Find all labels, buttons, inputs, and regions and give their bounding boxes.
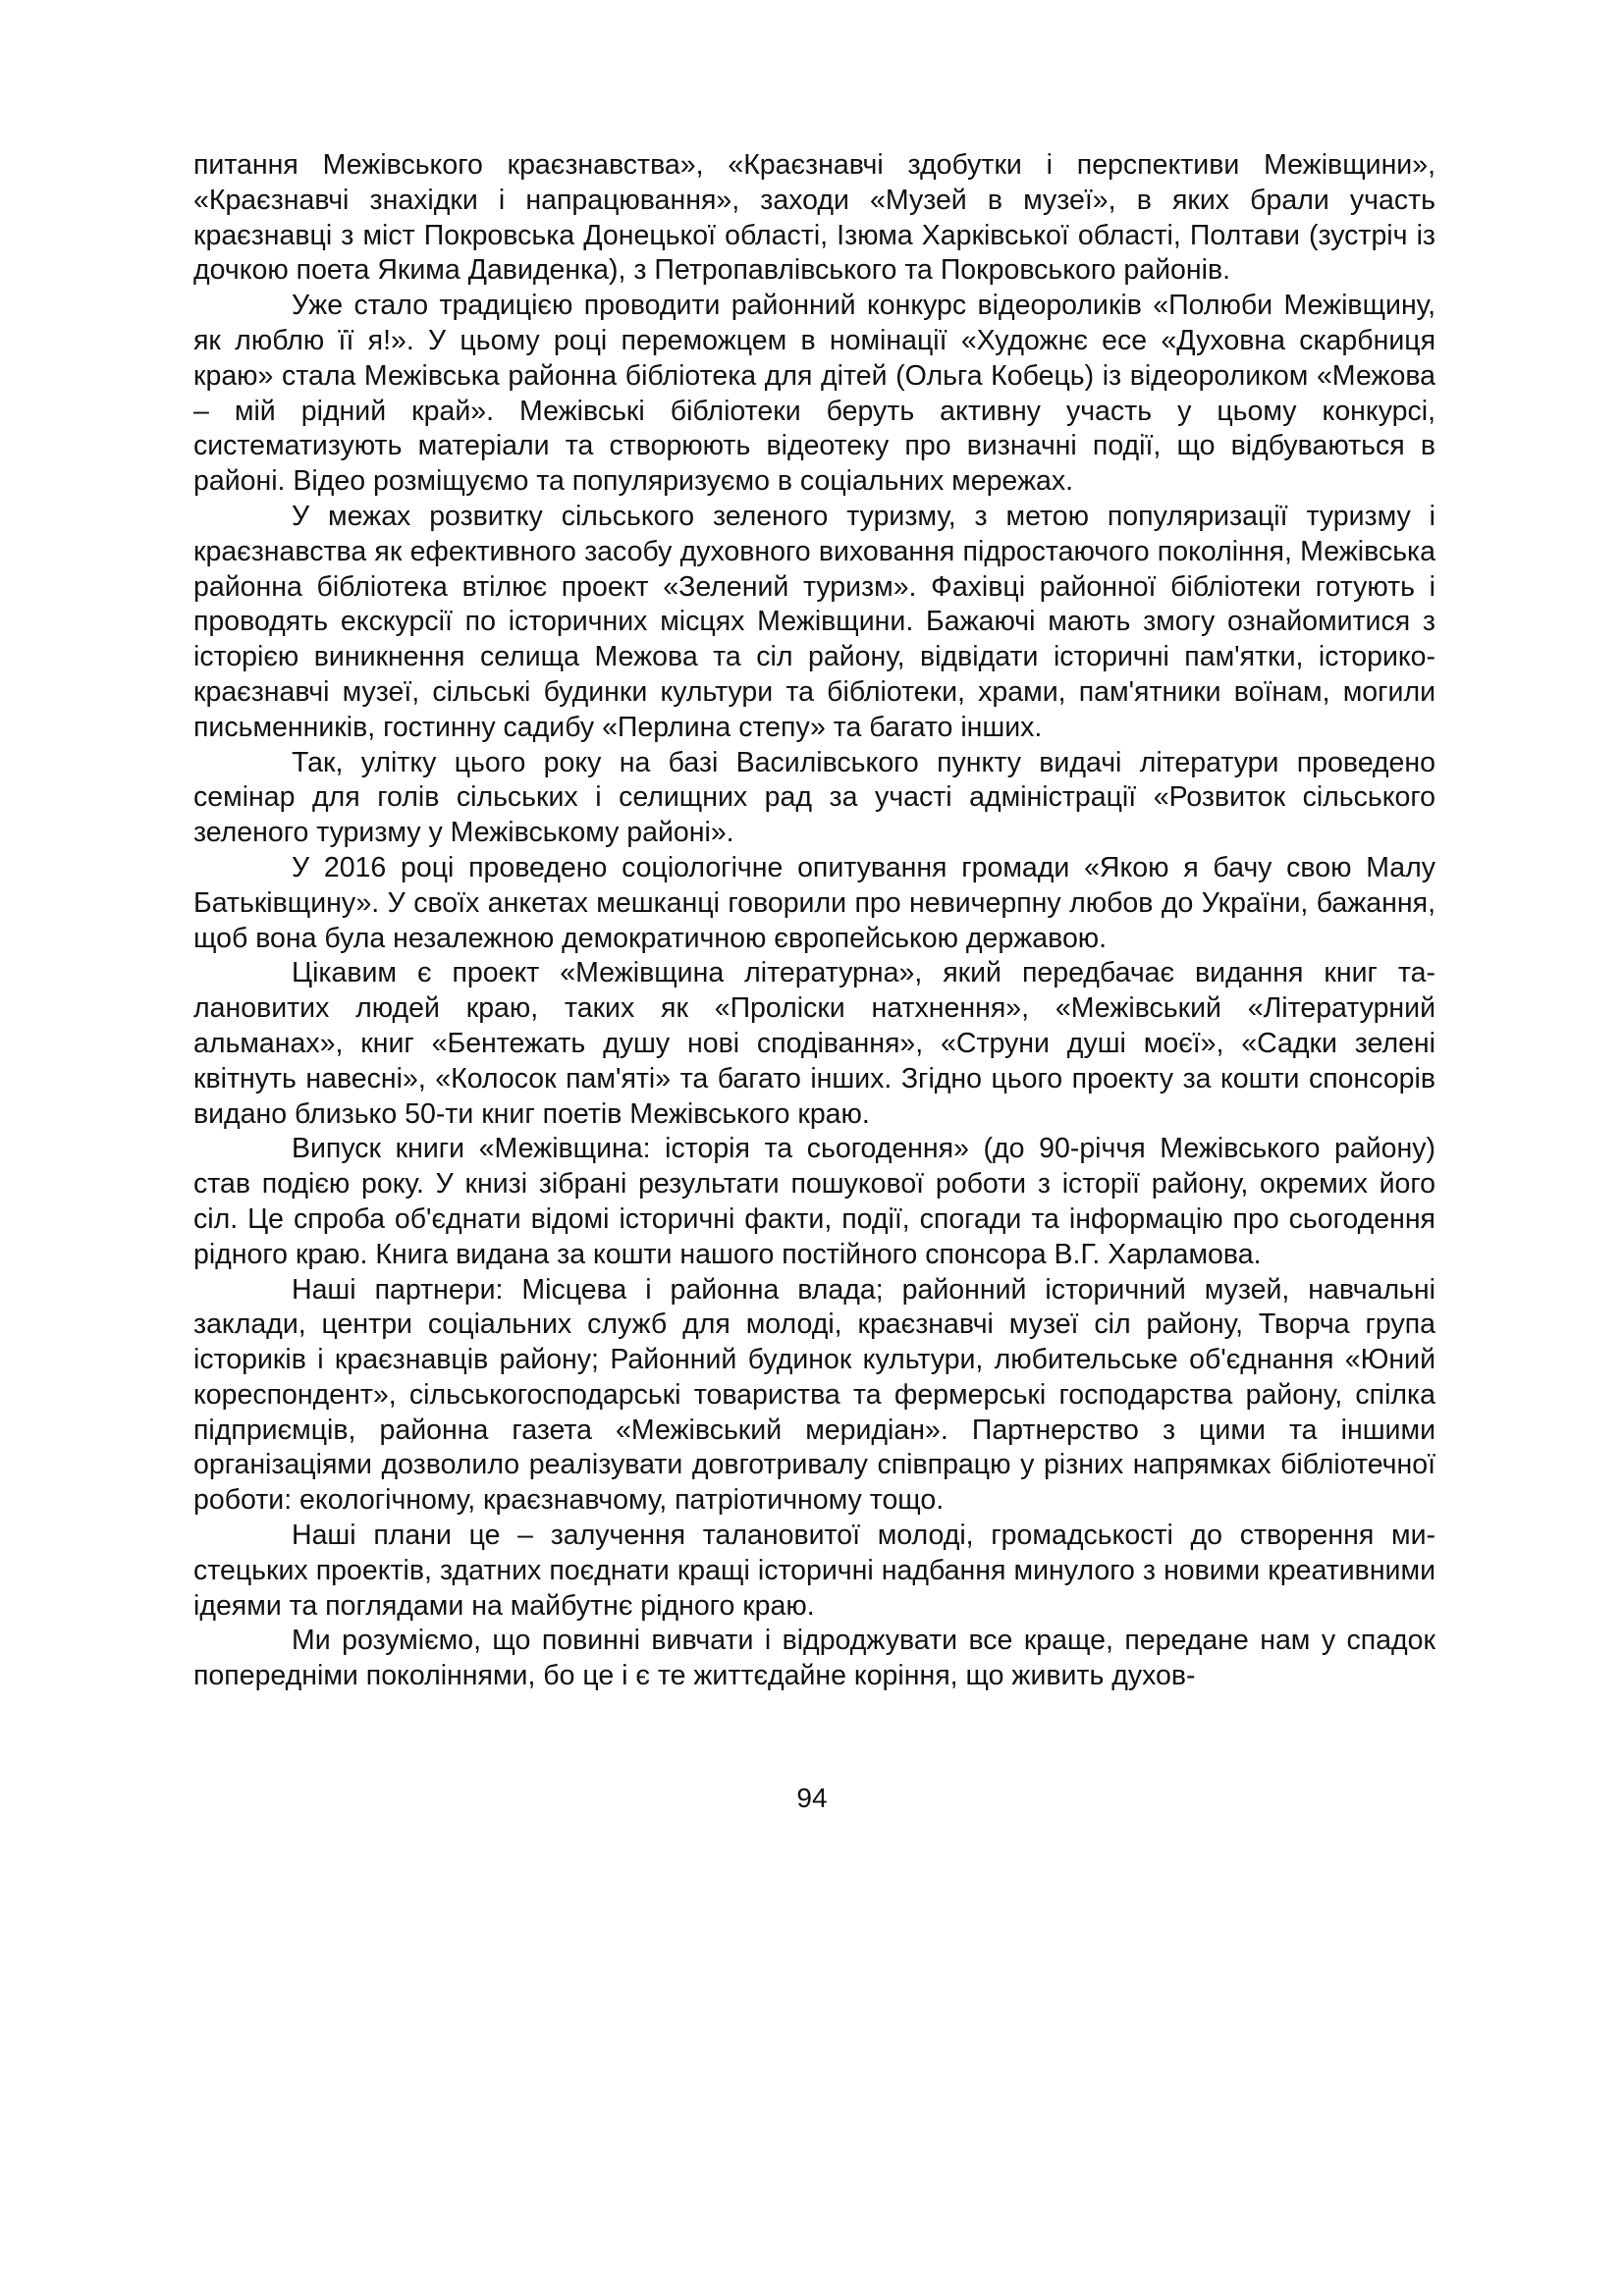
paragraph-seminar: Так, улітку цього року на базі Василівського пункту видачі літератури проведено семінар для голів сільських і селищних рад за участі адміністрації «Розвиток сільського зеленого туризму у Межівському районі». <box>193 746 1435 849</box>
page-number: 94 <box>796 1783 828 1813</box>
paragraph-literary-project: Цікавим є проект «Межівщина літературна», який передбачає видання книг талановитих людей краю, таких як «Проліски натхнення», «Межівський «Літературний альманах», книг «Бентежать душу нові сподівання», «Струни душі моєї», «Садки зелені квітнуть навесні», «Колосок пам'яті» та багато інших. Згідно цього проекту за кошти спонсорів видано близько 50-ти книг поетів Межівського краю. <box>193 957 1435 1130</box>
body-text <box>193 148 1435 1694</box>
paragraph-continuation: питання Межівського краєзнавства», «Краєзнавчі здобутки і перспективи Межівщини», «Краєзнавчі знахідки і напрацювання», заходи «Музей в музеї», в яких брали участь краєзнавці з міст Покровська Донецької області, Ізюма Харківської області, Полтави (зустріч із дочкою поета Якима Давиденка), з Петропавлівського та Покровського районів. <box>193 149 1435 287</box>
paragraph-book-release: Випуск книги «Межівщина: історія та сьогодення» (до 90-річчя Межівського району) став подією року. У книзі зібрані результати пошукової роботи з історії району, окремих його сіл. Це спроба об'єднати відомі історичні факти, події, спогади та інформацію про сьогодення рідного краю. Книга видана за кошти нашого постійного спонсора В.Г. Харламова. <box>193 1133 1435 1270</box>
paragraph-survey: У 2016 році проведено соціологічне опитування громади «Якою я бачу свою Малу Батьківщину». У своїх анкетах мешканці говорили про невичерпну любов до України, бажання, щоб вона була незалежною демократичною європейською державою. <box>193 851 1435 954</box>
paragraph-partners: Наші партнери: Місцева і районна влада; районний історичний музей, навчальні заклади, центри соціальних служб для молоді, краєзнавчі музеї сіл району, Творча група істориків і краєзнавців району; Районний будинок культури, любительське об'єднання «Юний кореспондент», сільськогосподарські товариства та фермерські господарства району, спілка підприємців, районна газета «Межівський меридіан». Партнерство з цими та іншими організаціями дозволило реалізувати довготривалу співпрацю у різних напрямках бібліотечної роботи: екологічному, краєзнавчому, патріотичному тощо. <box>193 1273 1435 1517</box>
paragraph-heritage: Ми розуміємо, що повинні вивчати і відроджувати все краще, передане нам у спадок попередніми поколіннями, бо це і є те життєдайне коріння, що живить духов- <box>193 1625 1435 1692</box>
paragraph-video-contest: Уже стало традицією проводити районний конкурс відеороликів «Полюби Межівщину, як люблю її я!». У цьому році переможцем в номінації «Художнє есе «Духовна скарбниця краю» стала Межівська районна бібліотека для дітей (Ольга Кобець) із відеороликом «Межова – мій рідний край». Межівські бібліотеки беруть активну участь у цьому конкурсі, систематизують матеріали та створюють відеотеку про визначні події, що відбуваються в районі. Відео розміщуємо та популяризуємо в соціальних мережах. <box>193 290 1435 498</box>
paragraph-plans: Наші плани це – залучення талановитої молоді, громадськості до створення мистецьких проектів, здатних поєднати кращі історичні надбання минулого з новими креативними ідеями та поглядами на майбутнє рідного краю. <box>193 1520 1435 1622</box>
paragraph-green-tourism: У межах розвитку сільського зеленого туризму, з метою популяризації туризму і краєзнавства як ефективного засобу духовного виховання підростаючого покоління, Межівська районна бібліотека втілює проект «Зелений туризм». Фахівці районної бібліотеки готують і проводять екскурсії по історичних місцях Межівщини. Бажаючі мають змогу ознайомитися з історією виникнення селища Межова та сіл району, відвідати історичні пам'ятки, історико-краєзнавчі музеї, сільські будинки культури та бібліотеки, храми, пам'ятники воїнам, могили письменників, гостинну садибу «Перлина степу» та багато інших. <box>193 500 1435 743</box>
